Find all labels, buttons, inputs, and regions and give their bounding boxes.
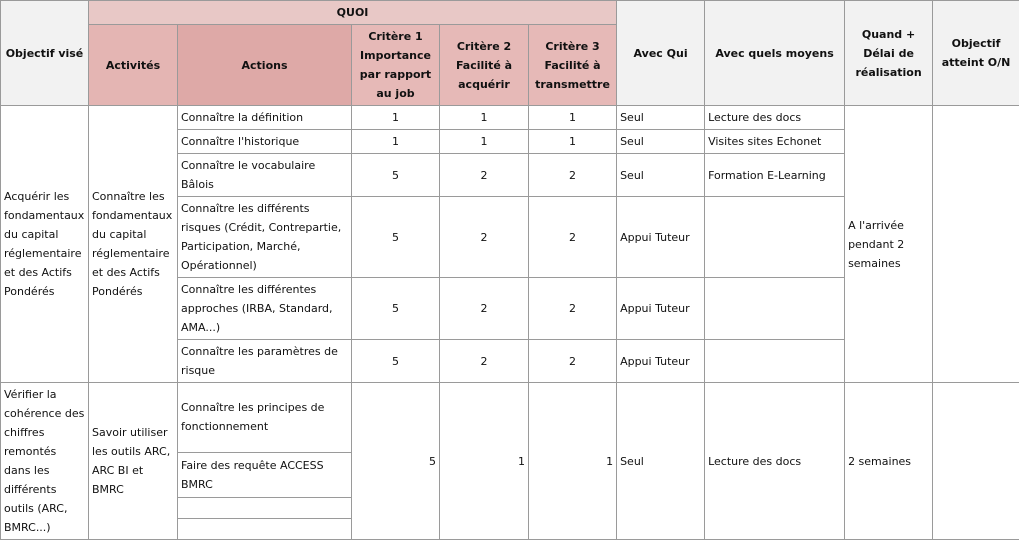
header-critere-2: Critère 2 Facilité à acquérir <box>440 25 529 106</box>
critere3-cell: 1 <box>529 130 617 154</box>
header-row-1 <box>1 1 1019 25</box>
moyens-cell: Formation E-Learning <box>705 154 845 197</box>
action-cell: Connaître les principes de fonctionnement <box>178 383 352 453</box>
avec-qui-cell: Seul <box>617 130 705 154</box>
critere3-cell: 1 <box>529 383 617 540</box>
quand-cell: A l'arrivée pendant 2 semaines <box>845 106 933 383</box>
header-objectif-atteint: Objectif atteint O/N <box>933 1 1019 106</box>
header-objectif-vise: Objectif visé <box>1 1 89 106</box>
quand-cell: 2 semaines <box>845 383 933 540</box>
moyens-cell: Lecture des docs <box>705 106 845 130</box>
avec-qui-cell: Seul <box>617 383 705 540</box>
critere2-cell: 1 <box>440 106 529 130</box>
header-actions: Actions <box>178 25 352 106</box>
action-cell <box>178 518 352 539</box>
avec-qui-cell: Seul <box>617 106 705 130</box>
moyens-cell: Lecture des docs <box>705 383 845 540</box>
objectif-cell: Acquérir les fondamentaux du capital réglementaire et des Actifs Pondérés <box>1 106 89 383</box>
critere1-cell: 5 <box>352 278 440 340</box>
header-critere-1: Critère 1 Importance par rapport au job <box>352 25 440 106</box>
critere1-cell: 5 <box>352 383 440 540</box>
action-cell: Connaître les différentes approches (IRBA, Standard, AMA...) <box>178 278 352 340</box>
avec-qui-cell: Seul <box>617 154 705 197</box>
moyens-cell: Visites sites Echonet <box>705 130 845 154</box>
header-activites: Activités <box>89 25 178 106</box>
activite-cell: Savoir utiliser les outils ARC, ARC BI et BMRC <box>89 383 178 540</box>
moyens-cell <box>705 340 845 383</box>
objectif-cell: Vérifier la cohérence des chiffres remontés dans les différents outils (ARC, BMRC...) <box>1 383 89 540</box>
critere2-cell: 2 <box>440 154 529 197</box>
header-critere-3: Critère 3 Facilité à transmettre <box>529 25 617 106</box>
action-cell: Connaître le vocabulaire Bâlois <box>178 154 352 197</box>
critere1-cell: 5 <box>352 197 440 278</box>
objectif-atteint-cell <box>933 383 1019 540</box>
avec-qui-cell: Appui Tuteur <box>617 197 705 278</box>
action-cell: Connaître l'historique <box>178 130 352 154</box>
action-cell: Connaître les paramètres de risque <box>178 340 352 383</box>
critere2-cell: 2 <box>440 278 529 340</box>
action-cell <box>178 497 352 518</box>
avec-qui-cell: Appui Tuteur <box>617 278 705 340</box>
critere1-cell: 1 <box>352 130 440 154</box>
critere3-cell: 2 <box>529 197 617 278</box>
critere2-cell: 1 <box>440 383 529 540</box>
critere3-cell: 1 <box>529 106 617 130</box>
critere2-cell: 2 <box>440 197 529 278</box>
header-avec-quels-moyens: Avec quels moyens <box>705 1 845 106</box>
header-quand: Quand + Délai de réalisation <box>845 1 933 106</box>
table-row <box>1 106 1019 130</box>
critere2-cell: 1 <box>440 130 529 154</box>
critere1-cell: 5 <box>352 154 440 197</box>
critere2-cell: 2 <box>440 340 529 383</box>
critere3-cell: 2 <box>529 154 617 197</box>
moyens-cell <box>705 278 845 340</box>
critere3-cell: 2 <box>529 340 617 383</box>
critere1-cell: 1 <box>352 106 440 130</box>
action-cell: Faire des requête ACCESS BMRC <box>178 452 352 497</box>
moyens-cell <box>705 197 845 278</box>
table-row <box>1 383 1019 453</box>
action-cell: Connaître la définition <box>178 106 352 130</box>
critere3-cell: 2 <box>529 278 617 340</box>
activite-cell: Connaître les fondamentaux du capital réglementaire et des Actifs Pondérés <box>89 106 178 383</box>
header-quoi: QUOI <box>89 1 617 25</box>
avec-qui-cell: Appui Tuteur <box>617 340 705 383</box>
header-avec-qui: Avec Qui <box>617 1 705 106</box>
critere1-cell: 5 <box>352 340 440 383</box>
objectif-atteint-cell <box>933 106 1019 383</box>
action-cell: Connaître les différents risques (Crédit, Contrepartie, Participation, Marché, Opérationnel) <box>178 197 352 278</box>
